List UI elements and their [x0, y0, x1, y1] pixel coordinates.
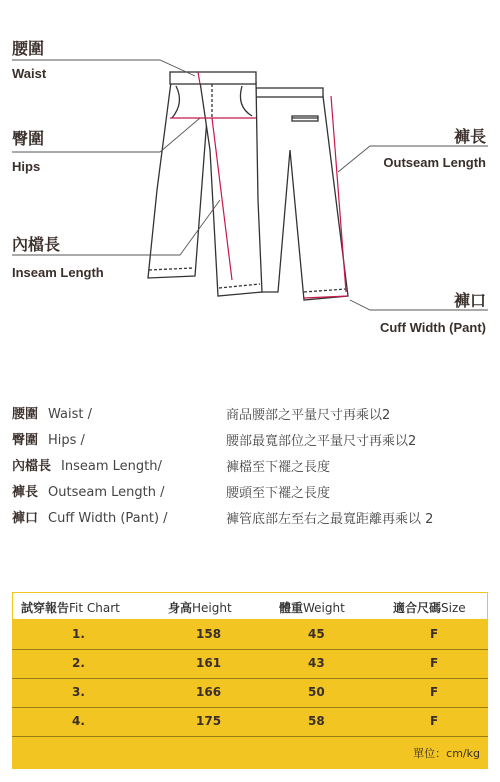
unit-note: 單位：cm/kg — [413, 747, 480, 760]
outseam-label-en: Outseam Length — [383, 155, 486, 170]
waist-label-zh: 腰圍 — [12, 39, 45, 58]
fit-chart-table — [12, 592, 488, 769]
legend-row-cuff: 褲口 Cuff Width (Pant) / — [12, 511, 168, 526]
legend-row-outseam: 褲長 Outseam Length / — [12, 485, 165, 500]
table-row: 1. 158 45 F — [12, 620, 488, 650]
waist-label-en: Waist — [12, 66, 47, 81]
legend-row-inseam: 內檔長 Inseam Length/ — [12, 459, 162, 474]
back-pant-drawing — [256, 88, 348, 300]
header-weight: 體重Weight — [279, 601, 345, 615]
cuff-label-en: Cuff Width (Pant) — [379, 320, 486, 335]
header-height: 身高Height — [168, 601, 232, 615]
legend-desc-hips: 腰部最寬部位之平量尺寸再乘以2 — [226, 434, 417, 449]
front-pant-drawing — [148, 72, 262, 296]
table-row: 4. 175 58 F — [12, 707, 488, 737]
fit-chart-header — [12, 592, 488, 620]
legend-desc-cuff: 褲管底部左至右之最寬距離再乘以 2 — [226, 512, 434, 527]
legend-desc-waist: 商品腰部之平量尺寸再乘以2 — [226, 408, 391, 423]
table-row: 2. 161 43 F — [12, 649, 488, 679]
table-row: 3. 166 50 F — [12, 678, 488, 708]
inseam-label-en: Inseam Length — [12, 265, 104, 280]
measurement-diagram — [0, 0, 500, 360]
hips-label-en: Hips — [12, 159, 41, 174]
cuff-label-zh: 褲口 — [453, 291, 486, 310]
legend-desc-outseam: 腰頭至下襬之長度 — [226, 486, 331, 501]
legend-row-waist: 腰圍 Waist / — [12, 407, 92, 422]
legend-row-hips: 臀圍 Hips / — [12, 433, 85, 448]
inseam-label-zh: 內檔長 — [12, 235, 61, 254]
header-size: 適合尺碼Size — [393, 601, 466, 615]
outseam-label-zh: 褲長 — [453, 127, 486, 146]
legend-desc-inseam: 褲檔至下襬之長度 — [226, 460, 331, 475]
hips-label-zh: 臀圍 — [12, 129, 45, 148]
header-fit-chart: 試穿報告Fit Chart — [21, 601, 120, 615]
